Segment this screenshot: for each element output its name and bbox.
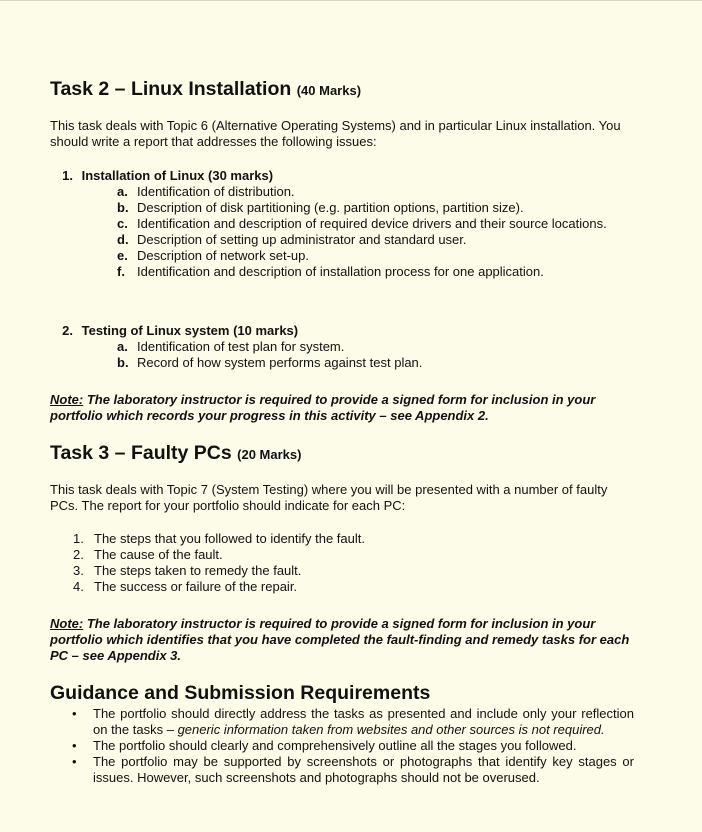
- item-text: The success or failure of the repair.: [94, 579, 298, 594]
- list-item: [50, 531, 634, 547]
- task2-marks: (40 Marks): [296, 83, 362, 98]
- item-text: The steps that you followed to identify the fault.: [94, 531, 365, 546]
- note-label: Note:: [50, 392, 84, 407]
- task3-list: [50, 531, 634, 595]
- item-number: 1.: [73, 531, 84, 546]
- section-2-list: [50, 339, 634, 371]
- section-2-number: 2.: [62, 323, 73, 338]
- item-text: Description of setting up administrator and standard user.: [137, 232, 467, 247]
- item-text: Description of network set-up.: [137, 248, 309, 263]
- item-letter: b.: [117, 355, 129, 370]
- list-item: [50, 738, 634, 754]
- task3-title: Task 3 – Faulty PCs: [50, 442, 232, 464]
- note-text: The laboratory instructor is required to provide a signed form for inclusion in your portfolio which records your progress in this activity – see Appendix 2.: [50, 392, 596, 423]
- list-item: [50, 248, 634, 264]
- item-text: The portfolio may be supported by screenshots or photographs that identify key stages or issues. However, such screenshots and photographs should not be overused.: [93, 754, 634, 785]
- item-letter: e.: [117, 248, 128, 263]
- list-item: [50, 754, 634, 786]
- note-text: The laboratory instructor is required to provide a signed form for inclusion in your portfolio which identifies that you have completed the fault-finding and remedy tasks for each PC – see Appendix 3.: [50, 616, 630, 663]
- task3-note: [50, 616, 634, 664]
- item-number: 3.: [73, 563, 84, 578]
- item-text: Identification and description of required device drivers and their source locations.: [137, 216, 607, 231]
- item-letter: b.: [117, 200, 129, 215]
- section-1-number: 1.: [62, 168, 73, 183]
- section-2-heading: [50, 323, 634, 339]
- item-text: Record of how system performs against test plan.: [137, 355, 423, 370]
- list-item: [50, 579, 634, 595]
- bullet-icon: •: [72, 706, 77, 721]
- item-text: The portfolio should directly address the tasks as presented and include only your reflection on the tasks –: [93, 706, 634, 737]
- task2-section-2: [50, 323, 634, 371]
- list-item: [50, 184, 634, 200]
- item-text: The steps taken to remedy the fault.: [94, 563, 302, 578]
- item-number: 2.: [73, 547, 84, 562]
- task3-intro: This task deals with Topic 7 (System Testing) where you will be presented with a number of faulty PCs. The report for your portfolio should indicate for each PC:: [50, 482, 608, 513]
- list-item: [50, 232, 634, 248]
- list-item: [50, 200, 634, 216]
- item-text: Identification and description of installation process for one application.: [137, 264, 544, 279]
- task2-note: [50, 392, 634, 424]
- item-letter: f.: [117, 264, 125, 279]
- section-1-heading: [50, 168, 634, 184]
- task2-intro: This task deals with Topic 6 (Alternative Operating Systems) and in particular Linux installation. You should write a report that addresses the following issues:: [50, 118, 621, 149]
- task3-marks: (20 Marks): [237, 447, 302, 462]
- item-text: Description of disk partitioning (e.g. partition options, partition size).: [137, 200, 524, 215]
- section-2-title: Testing of Linux system (10 marks): [81, 323, 299, 338]
- list-item: [50, 355, 634, 371]
- page-top-border: [0, 0, 702, 1]
- task2-title: Task 2 – Linux Installation: [50, 78, 292, 100]
- guidance-heading: Guidance and Submission Requirements: [50, 682, 431, 704]
- list-item: [50, 547, 634, 563]
- list-item: [50, 216, 634, 232]
- bullet-icon: •: [72, 738, 77, 753]
- item-letter: a.: [117, 184, 128, 199]
- note-label: Note:: [50, 616, 84, 631]
- task3-heading: [50, 442, 301, 465]
- item-italic-text: generic information taken from websites and other sources is not required.: [177, 722, 605, 737]
- item-text: Identification of distribution.: [137, 184, 295, 199]
- list-item: [50, 706, 634, 738]
- list-item: [50, 563, 634, 579]
- item-text: The cause of the fault.: [94, 547, 223, 562]
- item-number: 4.: [73, 579, 84, 594]
- task2-heading: [50, 78, 361, 101]
- section-1-title: Installation of Linux (30 marks): [81, 168, 274, 183]
- guidance-list: [50, 706, 634, 786]
- item-text: Identification of test plan for system.: [137, 339, 345, 354]
- list-item: [50, 264, 634, 280]
- item-letter: a.: [117, 339, 128, 354]
- section-1-list: [50, 184, 634, 280]
- item-letter: d.: [117, 232, 129, 247]
- list-item: [50, 339, 634, 355]
- bullet-icon: •: [72, 754, 77, 769]
- item-text: The portfolio should clearly and comprehensively outline all the stages you followed.: [93, 738, 577, 753]
- task2-section-1: [50, 168, 634, 280]
- item-letter: c.: [117, 216, 128, 231]
